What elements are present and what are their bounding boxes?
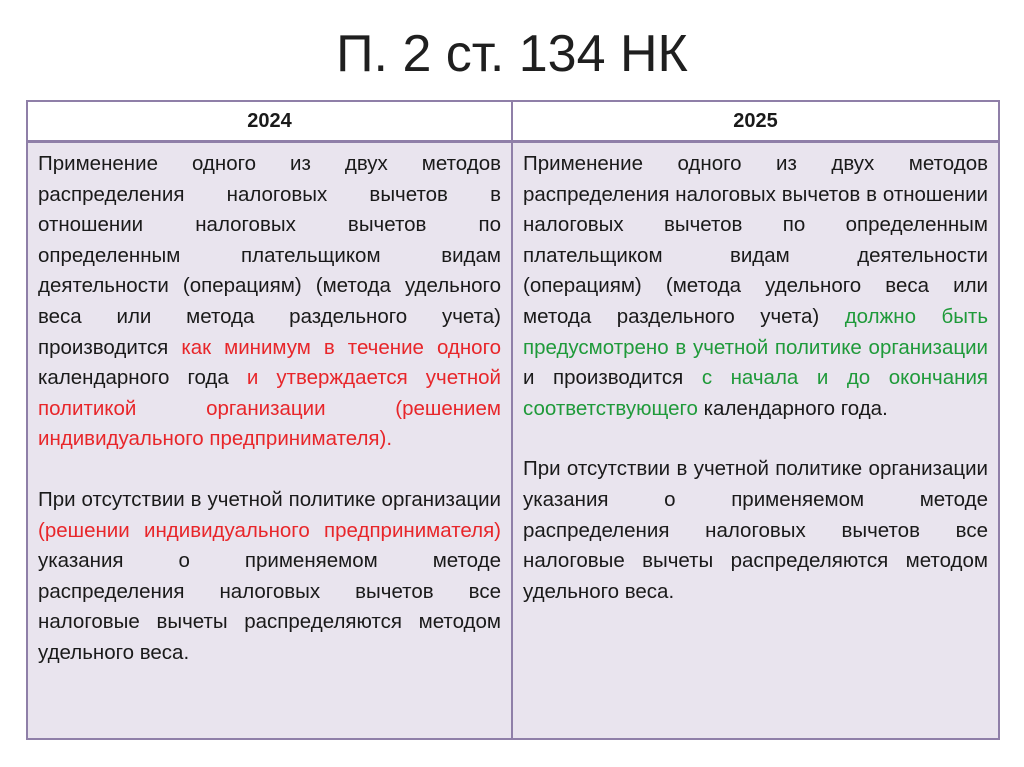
slide-title: П. 2 ст. 134 НК	[336, 25, 688, 83]
text-segment: Применение одного из двух методов распределения налоговых вычетов в отношении налоговых вычетов по определенным плательщиком видам деятельности (операциям) (метода удельного веса или метода раздельного учета)	[523, 152, 988, 328]
highlight-green: с начала и до окончания соответствующего	[523, 366, 988, 420]
highlight-red: как минимум в течение одного	[181, 335, 502, 359]
highlight-green: должно быть предусмотрено в учетной политике организации	[523, 304, 988, 359]
table-header-row	[28, 102, 998, 143]
text-segment: календарного года	[38, 366, 247, 390]
text-segment: календарного года.	[697, 396, 888, 420]
cell-2025	[513, 143, 998, 738]
cell-2024-paragraph-1	[38, 149, 501, 455]
comparison-table	[26, 100, 1000, 740]
header-year-2025: 2025	[733, 109, 778, 132]
text-segment: Применение одного из двух методов распределения налоговых вычетов в отношении налоговых вычетов по определенным плательщиком видам деятельности (операциям) (метода удельного веса или метода раздельного учета) производится	[38, 152, 501, 359]
text-segment: При отсутствии в учетной политике организации указания о применяемом методе распределения налоговых вычетов все налоговые вычеты распределяются методом удельного веса.	[523, 457, 988, 603]
text-segment: указания о применяемом методе распределения налоговых вычетов все налоговые вычеты распределяются методом удельного веса.	[38, 549, 501, 664]
table-body-row	[28, 143, 998, 738]
cell-2025-paragraph-1	[523, 149, 988, 424]
cell-2025-paragraph-2	[523, 454, 988, 607]
text-segment: При отсутствии в учетной политике организации	[38, 487, 501, 511]
highlight-red: (решении индивидуального предпринимателя)	[38, 518, 501, 542]
cell-2024	[28, 143, 513, 738]
text-segment: и производится	[523, 366, 702, 390]
highlight-red: и утверждается учетной политикой организации (решением индивидуального предпринимателя).	[38, 366, 501, 451]
header-year-2024: 2024	[28, 102, 513, 140]
cell-2024-paragraph-2	[38, 485, 501, 669]
